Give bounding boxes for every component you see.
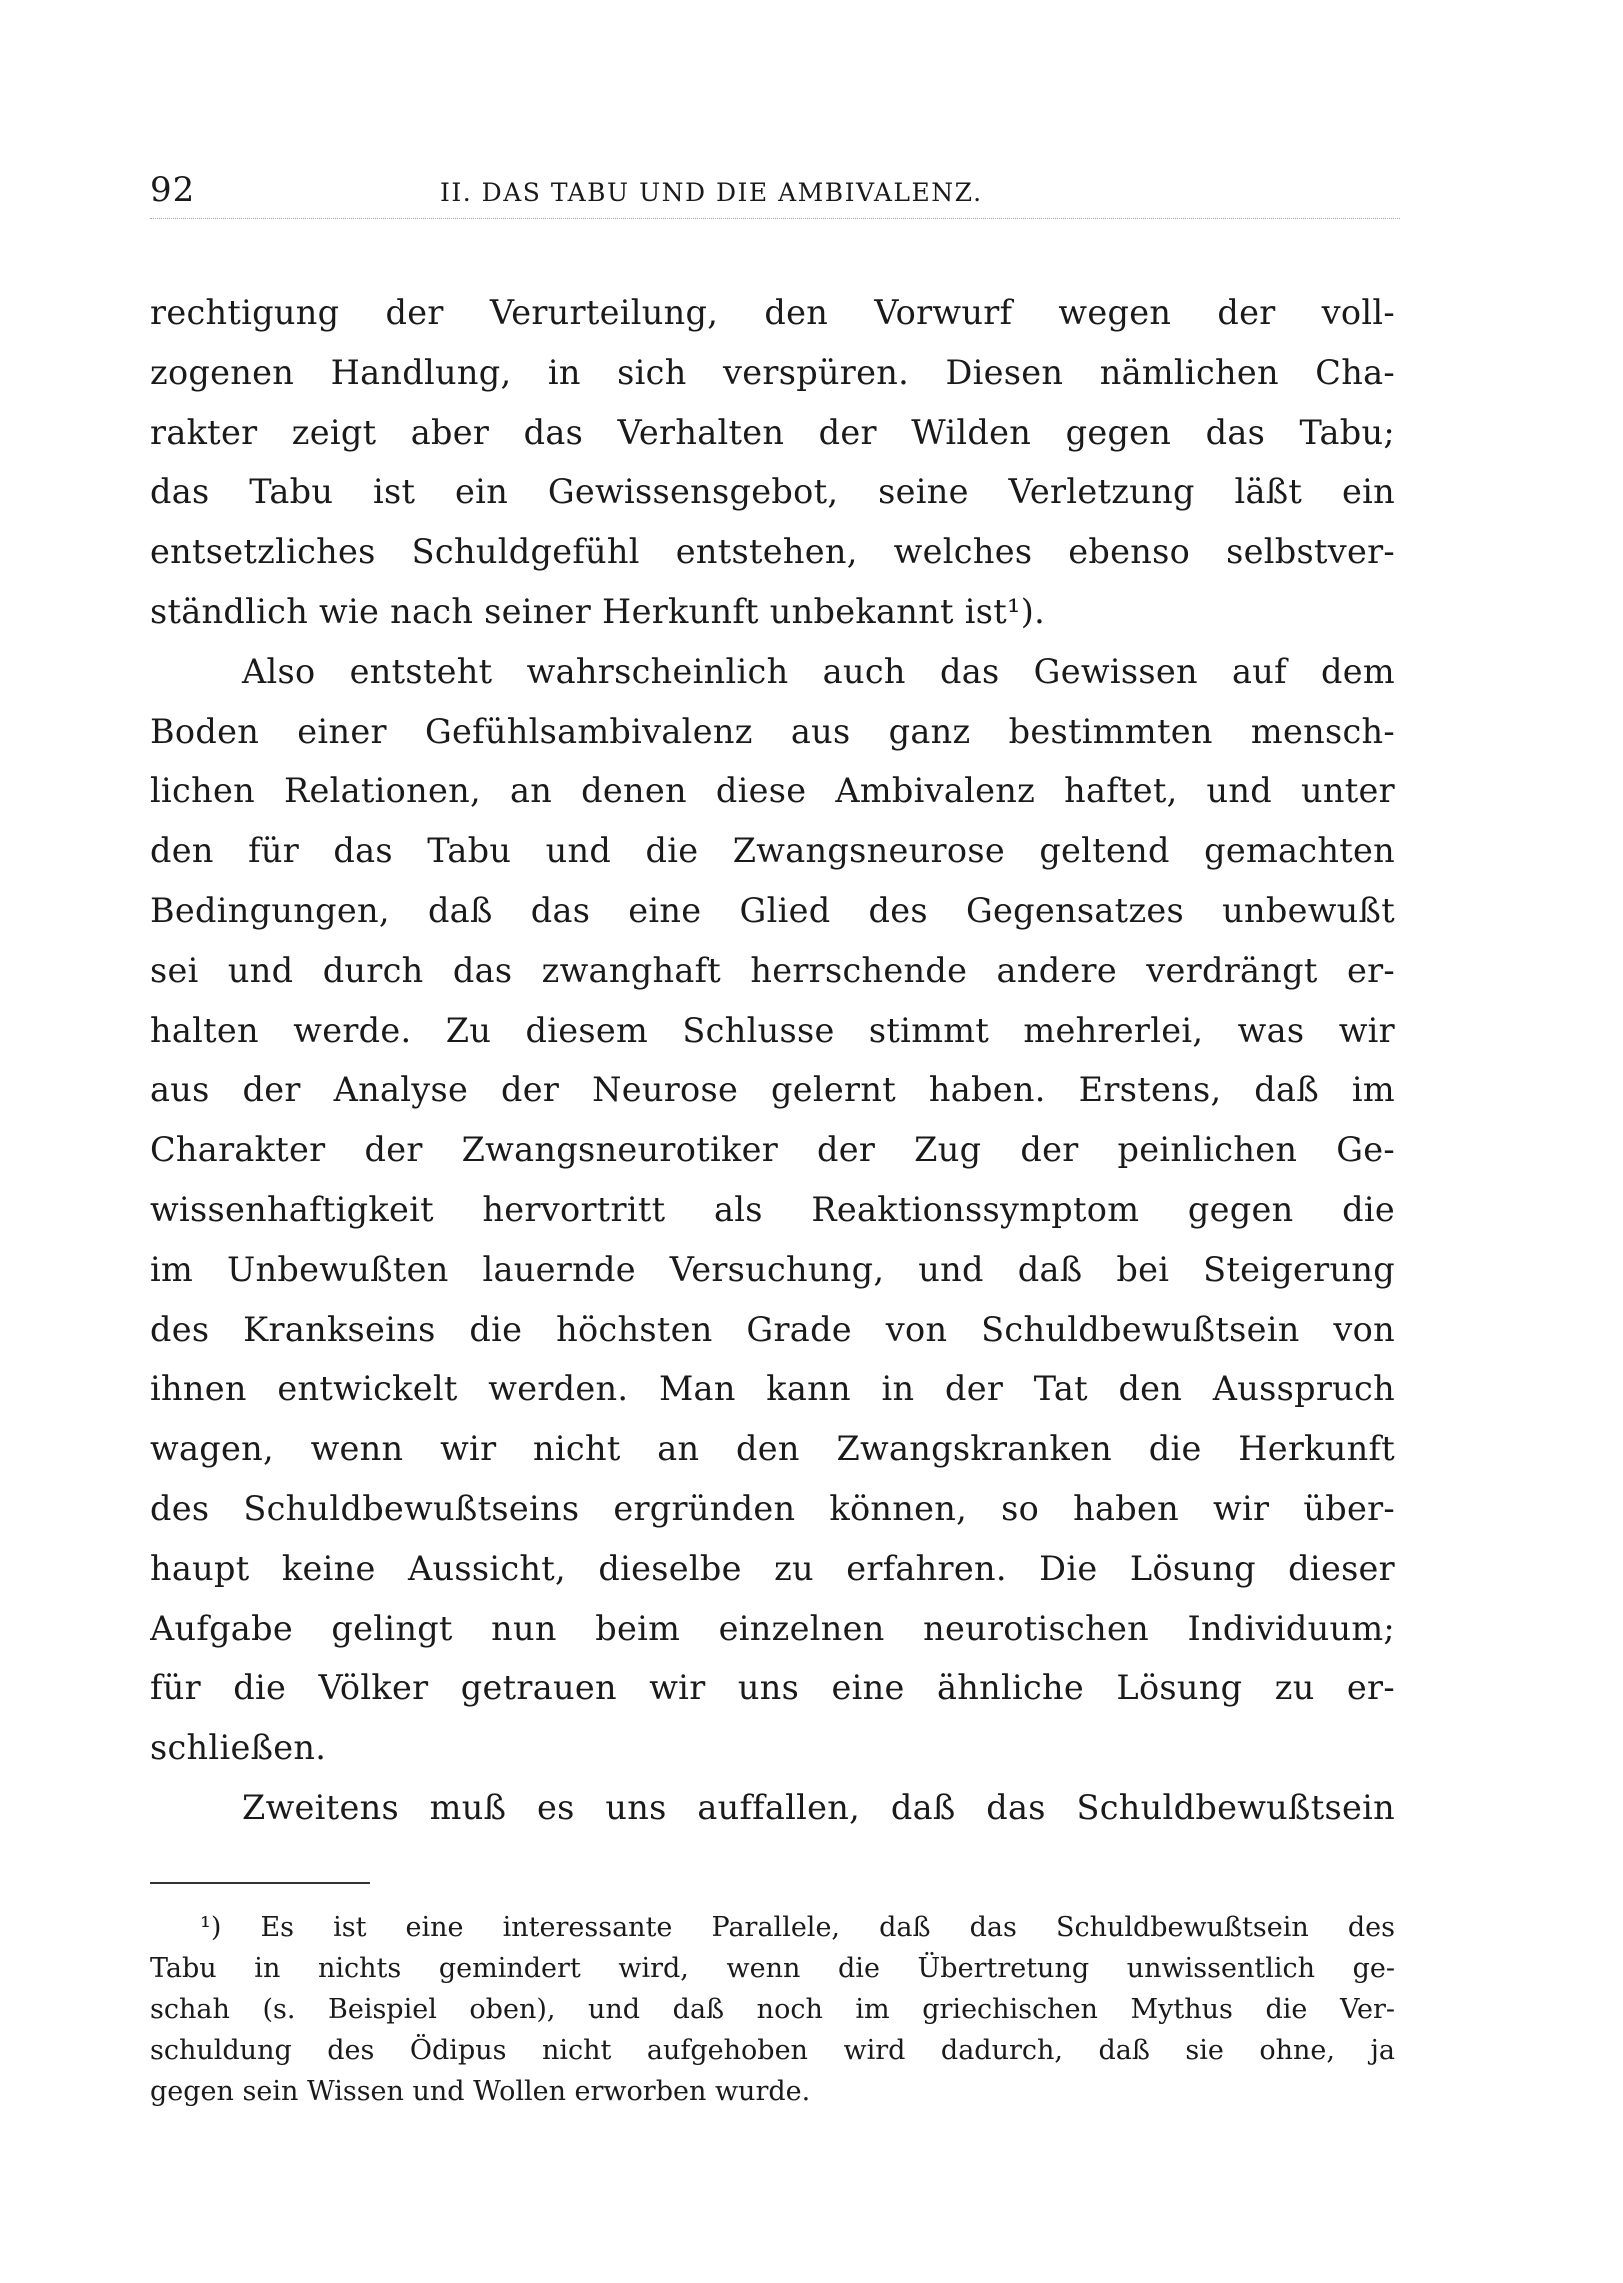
text-line: im Unbewußten lauernde Versuchung, und daß bei Steigerung <box>150 1249 1395 1289</box>
text-line: ständlich wie nach seiner Herkunft unbekannt ist¹). <box>150 591 1046 631</box>
text-line: sei und durch das zwanghaft herrschende andere verdrängt er- <box>150 950 1395 990</box>
text-line: den für das Tabu und die Zwangsneurose geltend gemachten <box>150 831 1395 871</box>
text-line: Also entsteht wahrscheinlich auch das Gewissen auf dem <box>242 651 1395 691</box>
footnote <box>150 1907 1395 2112</box>
text-line: zogenen Handlung, in sich verspüren. Diesen nämlichen Cha- <box>150 352 1395 392</box>
body-text <box>150 283 1395 1838</box>
text-line: rechtigung der Verurteilung, den Vorwurf wegen der voll- <box>150 293 1395 332</box>
text-line: wagen, wenn wir nicht an den Zwangskranken die Herkunft <box>150 1429 1395 1469</box>
footnote-line: Tabu in nichts gemindert wird, wenn die Übertretung unwissentlich ge- <box>150 1953 1395 1984</box>
text-line: aus der Analyse der Neurose gelernt haben. Erstens, daß im <box>150 1070 1395 1110</box>
text-line: des Schuldbewußtseins ergründen können, so haben wir über- <box>150 1488 1395 1528</box>
text-line: halten werde. Zu diesem Schlusse stimmt mehrerlei, was wir <box>150 1010 1395 1050</box>
text-line: Charakter der Zwangsneurotiker der Zug der peinlichen Ge- <box>150 1130 1395 1170</box>
page-number: 92 <box>150 170 196 210</box>
footnote-rule <box>150 1882 370 1884</box>
text-line: Bedingungen, daß das eine Glied des Gegensatzes unbewußt <box>150 890 1395 930</box>
text-line: das Tabu ist ein Gewissensgebot, seine Verletzung läßt ein <box>150 472 1395 512</box>
text-line: Zweitens muß es uns auffallen, daß das Schuldbewußtsein <box>242 1787 1395 1827</box>
running-head: II. DAS TABU UND DIE AMBIVALENZ. <box>440 178 983 207</box>
text-line: Aufgabe gelingt nun beim einzelnen neurotischen Individuum; <box>150 1608 1395 1648</box>
footnote-line: gegen sein Wissen und Wollen erworben wurde. <box>150 2076 811 2107</box>
text-line: rakter zeigt aber das Verhalten der Wilden gegen das Tabu; <box>150 412 1395 452</box>
text-line: lichen Relationen, an denen diese Ambivalenz haftet, und unter <box>150 771 1395 811</box>
text-line: haupt keine Aussicht, dieselbe zu erfahren. Die Lösung dieser <box>150 1548 1395 1588</box>
text-line: wissenhaftigkeit hervortritt als Reaktionssymptom gegen die <box>150 1189 1395 1229</box>
footnote-line: schuldung des Ödipus nicht aufgehoben wird dadurch, daß sie ohne, ja <box>150 2035 1395 2066</box>
text-line: des Krankseins die höchsten Grade von Schuldbewußtsein von <box>150 1309 1395 1349</box>
text-line: ihnen entwickelt werden. Man kann in der Tat den Ausspruch <box>150 1369 1395 1409</box>
text-line: Boden einer Gefühlsambivalenz aus ganz bestimmten mensch- <box>150 711 1395 751</box>
footnote-line: ¹) Es ist eine interessante Parallele, daß das Schuldbewußtsein des <box>200 1912 1395 1943</box>
page-header <box>150 170 1400 220</box>
header-rule <box>150 218 1400 219</box>
text-line: für die Völker getrauen wir uns eine ähnliche Lösung zu er- <box>150 1668 1395 1708</box>
footnote-line: schah (s. Beispiel oben), und daß noch im griechischen Mythus die Ver- <box>150 1994 1395 2025</box>
text-line: schließen. <box>150 1728 327 1768</box>
text-line: entsetzliches Schuldgefühl entstehen, welches ebenso selbstver- <box>150 532 1395 572</box>
